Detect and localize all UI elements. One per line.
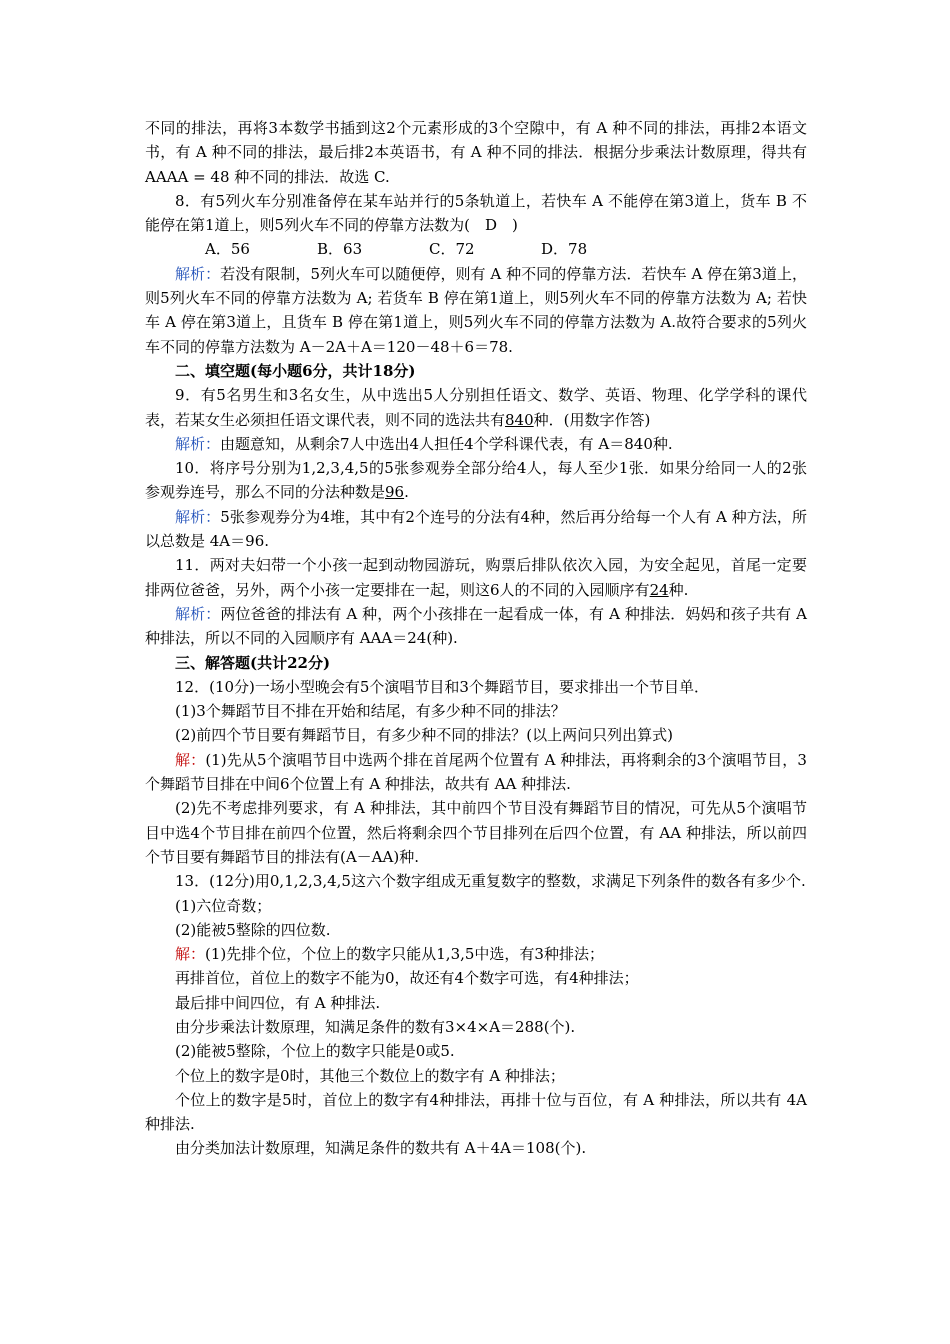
q11-analysis-text: 两位爸爸的排法有 A 种，两个小孩排在一起看成一体，有 A 种排法．妈妈和孩子共有 A 种排法，所以不同的入园顺序有 AAA＝24(种). [145, 604, 807, 648]
intro-paragraph: 不同的排法，再将3本数学书插到这2个元素形成的3个空隙中，有 A 种不同的排法，再排2本语文书，有 A 种不同的排法，最后排2本英语书，有 A 种不同的排法．根据分步乘法计数原理，得共有 AAAA = 48 种不同的排法．故选 C. [145, 119, 807, 186]
q12-solution-1-text: (1)先从5个演唱节目中选两个排在首尾两个位置有 A 种排法，再将剩余的3个演唱节目，3个舞蹈节目排在中间6个位置上有 A 种排法，故共有 AA 种排法. [145, 750, 807, 794]
q13-sub1: (1)六位奇数； [175, 896, 272, 915]
q11-stem-tail: 种. [668, 580, 689, 599]
q10-answer: 96 [385, 483, 405, 502]
q9-stem-tail: 种．(用数字作答) [533, 410, 651, 429]
q11-stem [145, 553, 807, 602]
q8-stem: 8．有5列火车分别准备停在某车站并行的5条轨道上，若快车 A 不能停在第3道上，货车 B 不能停在第1道上，则5列火车不同的停靠方法数为( D ) [145, 191, 807, 235]
document-page [145, 116, 807, 1161]
q12-stem: 12．(10分)一场小型晚会有5个演唱节目和3个舞蹈节目，要求排出一个节目单． [175, 677, 709, 696]
q8-analysis [145, 262, 807, 359]
q13-solution-line-8: 由分类加法计数原理，知满足条件的数共有 A＋4A＝108(个). [175, 1139, 587, 1158]
analysis-label: 解析： [175, 507, 221, 526]
q11-stem-text: 11．两对夫妇带一个小孩一起到动物园游玩，购票后排队依次入园，为安全起见，首尾一定要排两位爸爸，另外，两个小孩一定要排在一起，则这6人的不同的入园顺序有 [145, 556, 807, 599]
q13-stem: 13．(12分)用0,1,2,3,4,5这六个数字组成无重复数字的整数，求满足下列条件的数各有多少个. [175, 872, 806, 891]
q8-option-a: A．56 [205, 240, 250, 259]
solution-label: 解： [175, 945, 206, 964]
analysis-label: 解析： [175, 264, 221, 283]
q10-stem [145, 456, 807, 505]
q9-answer: 840 [505, 410, 534, 429]
q9-analysis-text: 由题意知，从剩余7人中选出4人担任4个学科课代表，有 A＝840种. [220, 434, 673, 453]
q9-stem [145, 383, 807, 432]
q9-analysis [145, 432, 807, 456]
q13-solution-line-2: 再排首位，首位上的数字不能为0，故还有4个数字可选，有4种排法； [175, 969, 639, 988]
q13-solution-line-3: 最后排中间四位，有 A 种排法. [175, 993, 381, 1012]
q13-solution-1 [145, 942, 807, 966]
q12-solution-2: (2)先不考虑排列要求，有 A 种排法，其中前四个节目没有舞蹈节目的情况，可先从5个演唱节目中选4个节目排在前四个位置，然后将剩余四个节目排列在后四个位置，有 AA 种排法，所以前四个节目要有舞蹈节目的排法有(A－AA)种. [145, 799, 807, 866]
q11-analysis [145, 602, 807, 651]
q13-solution-line-6: 个位上的数字是0时，其他三个数位上的数字有 A 种排法； [175, 1066, 565, 1085]
q13-solution-line-1: (1)先排个位，个位上的数字只能从1,3,5中选，有3种排法； [205, 945, 604, 964]
section-fill-title: 二、填空题(每小题6分，共计18分) [175, 361, 416, 380]
q8-option-c: C．72 [429, 240, 475, 259]
solution-label: 解： [175, 750, 206, 769]
q12-sub2: (2)前四个节目要有舞蹈节目，有多少种不同的排法？(以上两问只列出算式) [175, 726, 673, 745]
q8-options [145, 237, 807, 261]
q12-sub1: (1)3个舞蹈节目不排在开始和结尾，有多少种不同的排法？ [175, 702, 566, 721]
q10-analysis [145, 505, 807, 554]
q10-analysis-text: 5张参观券分为4堆，其中有2个连号的分法有4种，然后再分给每一个人有 A 种方法，所以总数是 4A＝96. [145, 507, 807, 551]
analysis-label: 解析： [175, 604, 221, 623]
q10-stem-tail: . [404, 483, 409, 502]
q13-sub2: (2)能被5整除的四位数. [175, 920, 331, 939]
q13-solution-line-5: (2)能被5整除，个位上的数字只能是0或5. [175, 1042, 455, 1061]
section-solve-title: 三、解答题(共计22分) [175, 653, 331, 672]
q10-stem-text: 10．将序号分别为1,2,3,4,5的5张参观券全部分给4人，每人至少1张．如果分给同一人的2张参观券连号，那么不同的分法种数是 [145, 459, 807, 502]
analysis-label: 解析： [175, 434, 221, 453]
q8-analysis-text: 若没有限制，5列火车可以随便停，则有 A 种不同的停靠方法．若快车 A 停在第3道上，则5列火车不同的停靠方法数为 A; 若货车 B 停在第1道上，则5列火车不同的停靠方法数为 A; 若快车 A 停在第3道上，且货车 B 停在第1道上，则5列火车不同的停靠方法数为 A.故符合要求的5列火车不同的停靠方法数为 A－2A＋A＝120－48＋6＝78. [145, 264, 807, 356]
q9-stem-text: 9．有5名男生和3名女生，从中选出5人分别担任语文、数学、英语、物理、化学学科的课代表，若某女生必须担任语文课代表，则不同的选法共有 [145, 386, 807, 429]
q8-option-d: D．78 [541, 240, 588, 259]
q11-answer: 24 [649, 580, 669, 599]
q13-solution-line-7: 个位上的数字是5时，首位上的数字有4种排法，再排十位与百位，有 A 种排法，所以共有 4A 种排法. [145, 1090, 807, 1134]
q13-solution-line-4: 由分步乘法计数原理，知满足条件的数有3×4×A＝288(个). [175, 1017, 576, 1036]
q12-solution-1 [145, 748, 807, 797]
q8-option-b: B．63 [317, 240, 363, 259]
